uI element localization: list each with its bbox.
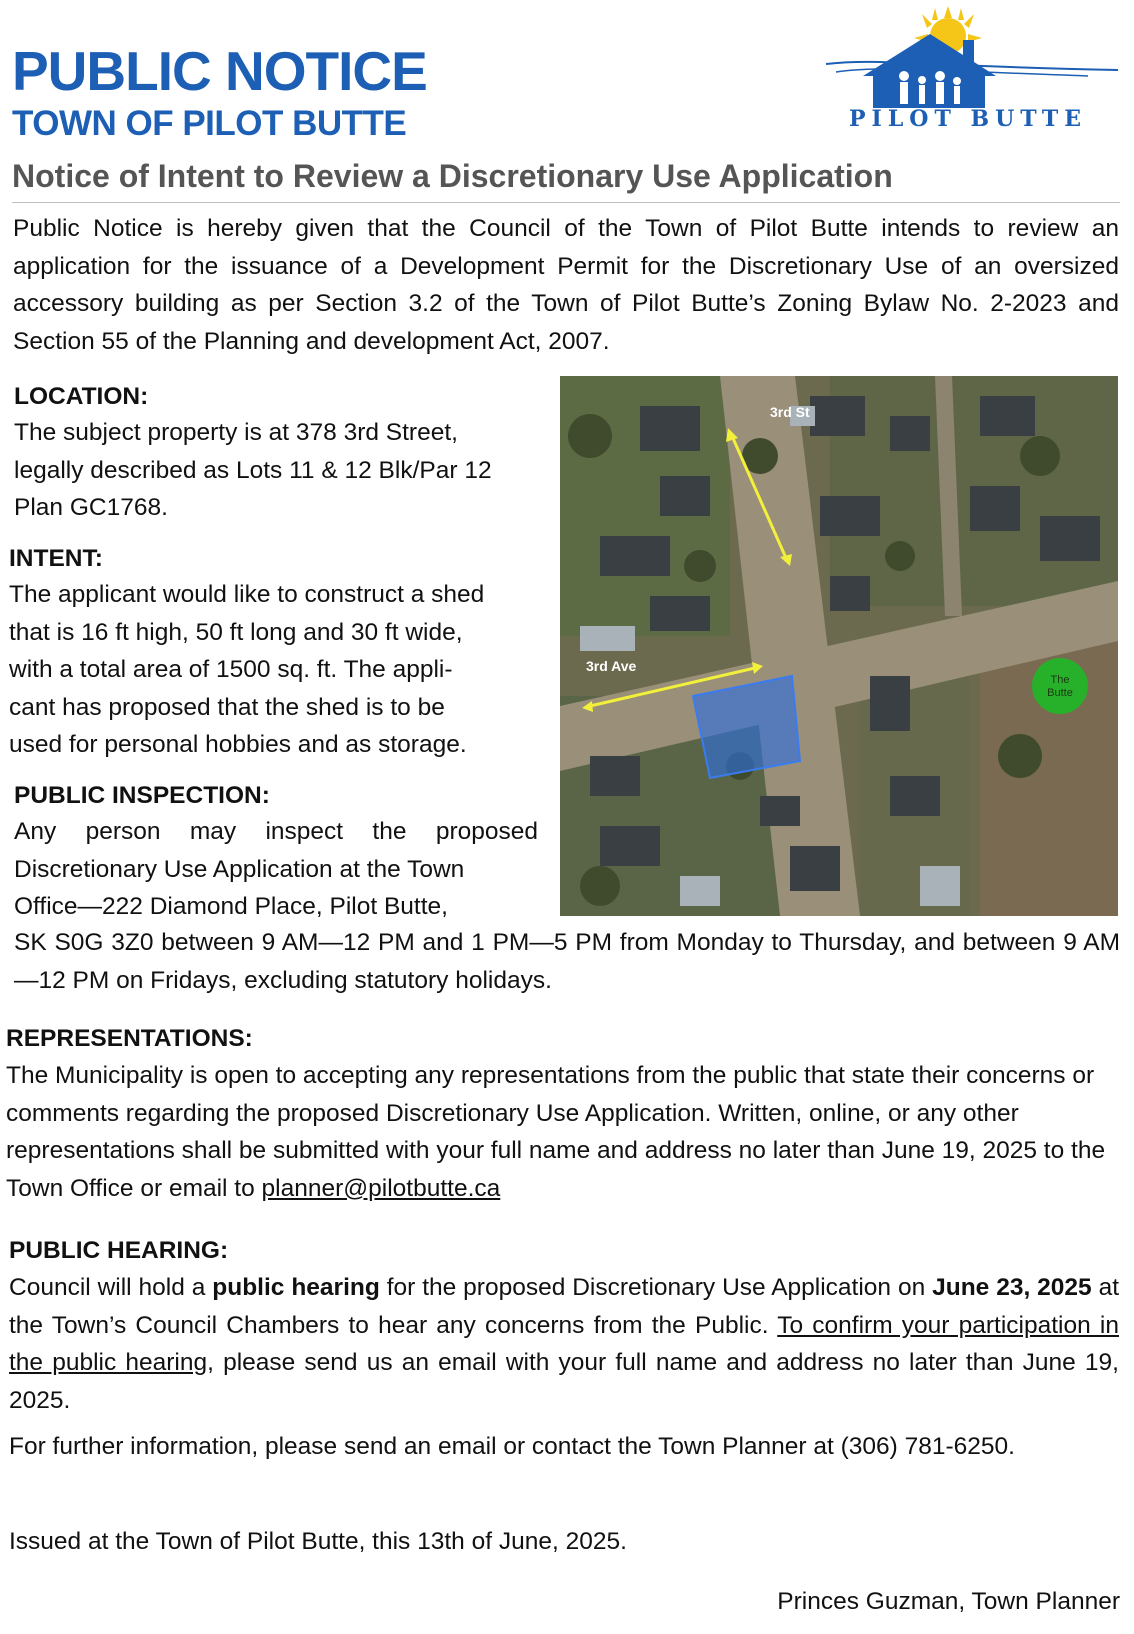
hearing-text: for the proposed Discretionary Use Application on <box>386 1274 926 1301</box>
map-landmark-line: The <box>1050 674 1070 686</box>
hearing-bold-text: public hearing <box>212 1274 380 1301</box>
notice-title: PUBLIC NOTICE <box>12 40 427 102</box>
location-text <box>14 414 554 527</box>
location-line: legally described as Lots 11 & 12 Blk/Par 12 <box>14 456 492 484</box>
map-landmark-label <box>1032 674 1088 700</box>
intent-line: The applicant would like to construct a shed <box>9 581 485 608</box>
town-logo <box>818 6 1118 136</box>
hearing-paragraph <box>9 1269 1119 1419</box>
representations-text: The Municipality is open to accepting any representations from the public that state their concerns or comments regarding the proposed Discretionary Use Application. Written, online, or any other representations shall be submitted with your full name and address no later than June 19, 2025 to the Town Office or email to <box>6 1062 1106 1202</box>
further-info: For further information, please send an email or contact the Town Planner at (306) 781-6250. <box>9 1433 1015 1460</box>
intro-paragraph: Public Notice is hereby given that the Council of the Town of Pilot Butte intends to review an application for the issuance of a Development Permit for the Discretionary Use of an oversized accessory building as per Section 3.2 of the Town of Pilot Butte’s Zoning Bylaw No. 2-2023 and Section 55 of the Planning and development Act, 2007. <box>13 215 1119 355</box>
logo-text: PILOT BUTTE <box>848 106 1087 132</box>
hearing-text: at the Town’s Council Chambers to hear any concerns from the Public. <box>9 1274 1120 1339</box>
intent-heading: INTENT: <box>9 545 103 572</box>
issued-statement: Issued at the Town of Pilot Butte, this 13th of June, 2025. <box>9 1528 627 1555</box>
aerial-map-graphic <box>560 376 1118 916</box>
signature: Princes Guzman, Town Planner <box>777 1588 1120 1615</box>
intent-text <box>9 576 559 764</box>
inspection-line: Office—222 Diamond Place, Pilot Butte, <box>14 893 448 920</box>
intent-line: cant has proposed that the shed is to be <box>9 693 445 721</box>
intent-line: that is 16 ft high, 50 ft long and 30 ft wide, <box>9 618 463 646</box>
representations-heading: REPRESENTATIONS: <box>6 1025 253 1052</box>
map-landmark-line: Butte <box>1047 687 1073 699</box>
location-line: The subject property is at 378 3rd Street, <box>14 419 458 446</box>
hearing-text: , please send us an email with your full name and address no later than June 19, 2025. <box>9 1349 1119 1414</box>
intent-line: with a total area of 1500 sq. ft. The appli- <box>9 656 453 683</box>
representations-paragraph <box>6 1057 1118 1207</box>
inspection-heading: PUBLIC INSPECTION: <box>14 782 270 809</box>
divider <box>12 202 1120 203</box>
notice-subtitle: Notice of Intent to Review a Discretionary Use Application <box>12 158 893 194</box>
confirm-participation-link[interactable]: To confirm your participation in the public hearing <box>9 1311 1119 1376</box>
inspection-line: Any person may inspect the proposed <box>14 818 538 845</box>
inspection-text <box>14 813 538 926</box>
town-name: TOWN OF PILOT BUTTE <box>12 104 407 143</box>
hearing-text: Council will hold a <box>9 1274 206 1301</box>
location-heading: LOCATION: <box>14 383 149 410</box>
intent-line: used for personal hobbies and as storage. <box>9 731 467 758</box>
location-line: Plan GC1768. <box>14 494 168 521</box>
map-street-label: 3rd St <box>770 404 810 420</box>
inspection-line: Discretionary Use Application at the Town <box>14 855 465 883</box>
hearing-heading: PUBLIC HEARING: <box>9 1237 229 1264</box>
hearing-date: June 23, 2025 <box>932 1274 1092 1301</box>
email-link[interactable]: planner@pilotbutte.ca <box>261 1174 501 1202</box>
aerial-map <box>560 376 1118 916</box>
map-avenue-label: 3rd Ave <box>586 658 637 674</box>
inspection-continued: SK S0G 3Z0 between 9 AM—12 PM and 1 PM—5 PM from Monday to Thursday, and between 9 AM—12 PM on Fridays, excluding statutory holidays. <box>14 929 1120 994</box>
